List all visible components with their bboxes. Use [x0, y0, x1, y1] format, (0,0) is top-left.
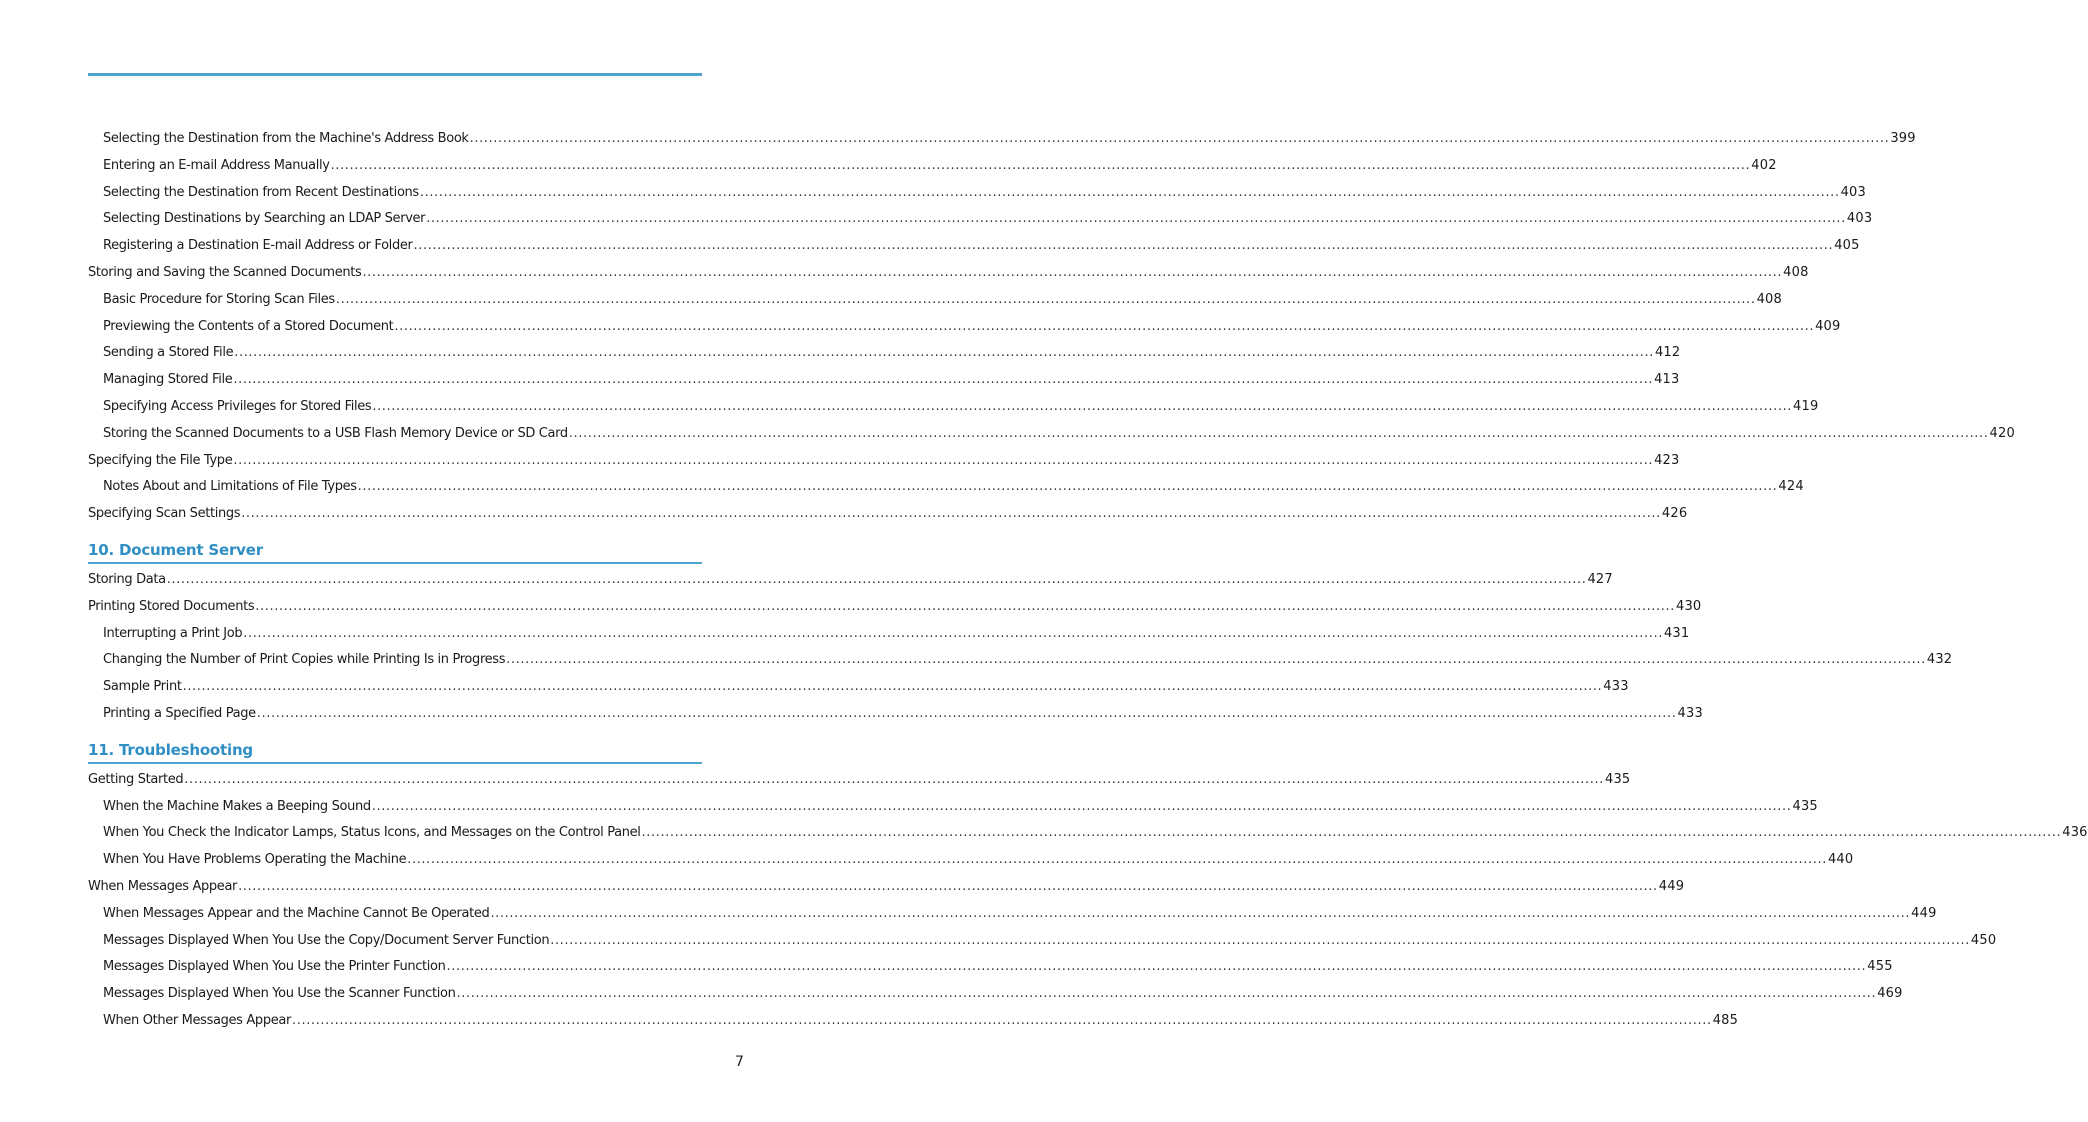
toc-entry-title: Entering an E-mail Address Manually — [103, 157, 330, 173]
toc-entry-page: 433 — [1677, 705, 1703, 721]
toc-entry[interactable] — [88, 345, 1681, 372]
toc-entry-title: When You Have Problems Operating the Machine — [103, 852, 407, 868]
toc-section-scanner-continued — [88, 131, 2015, 533]
dot-leader: ............................................................................................................................................................................................................................................................................................................ — [184, 771, 1604, 787]
toc-entry-page: 455 — [1867, 959, 1893, 975]
toc-entry-page: 423 — [1654, 452, 1680, 468]
toc-entry-title: Selecting the Destination from the Machine's Address Book — [103, 131, 469, 146]
dot-leader: ............................................................................................................................................................................................................................................................................................................ — [407, 852, 1827, 868]
toc-entry-title: Sending a Stored File — [103, 345, 234, 361]
toc-entry-title: Storing Data — [88, 571, 166, 587]
toc-entry[interactable] — [88, 652, 1953, 679]
toc-entry-title: Storing the Scanned Documents to a USB Flash Memory Device or SD Card — [103, 425, 568, 441]
toc-entry-title: Selecting the Destination from Recent Destinations — [103, 184, 419, 200]
dot-leader: ............................................................................................................................................................................................................................................................................................................ — [233, 372, 1654, 388]
dot-leader: ............................................................................................................................................................................................................................................................................................................ — [394, 318, 1815, 334]
toc-entry-title: Getting Started — [88, 771, 184, 787]
toc-entry[interactable] — [88, 184, 1866, 212]
toc-entry-page: 435 — [1792, 798, 1818, 814]
top-rule — [88, 73, 702, 76]
toc-entry[interactable] — [88, 705, 1703, 733]
dot-leader: ............................................................................................................................................................................................................................................................................................................ — [233, 452, 1654, 468]
toc-entry[interactable] — [88, 131, 1916, 158]
dot-leader: ............................................................................................................................................................................................................................................................................................................ — [357, 479, 1778, 495]
dot-leader: ............................................................................................................................................................................................................................................................................................................ — [234, 345, 1654, 361]
dot-leader: ............................................................................................................................................................................................................................................................................................................ — [256, 705, 1677, 721]
dot-leader: ............................................................................................................................................................................................................................................................................................................ — [419, 184, 1840, 200]
chapter-heading-document-server[interactable]: 10. Document Server — [88, 534, 702, 564]
toc-entry-page: 409 — [1815, 318, 1841, 334]
toc-entry[interactable] — [88, 318, 1841, 346]
toc-entry-title: Printing a Specified Page — [103, 705, 256, 721]
toc-entry[interactable] — [88, 959, 1893, 986]
dot-leader: ............................................................................................................................................................................................................................................................................................................ — [166, 571, 1587, 587]
toc-entry[interactable] — [88, 598, 1702, 626]
toc-entry-title: Registering a Destination E-mail Address or Folder — [103, 238, 413, 254]
toc-entry-title: Messages Displayed When You Use the Printer Function — [103, 959, 446, 975]
toc-entry-title: When You Check the Indicator Lamps, Status Icons, and Messages on the Control Panel — [103, 825, 641, 841]
toc-entry-page: 420 — [1989, 425, 2015, 441]
toc-entry-page: 427 — [1587, 571, 1613, 587]
toc-entry-page: 485 — [1712, 1012, 1739, 1028]
toc-entry-title: When Messages Appear and the Machine Cannot Be Operated — [103, 905, 490, 921]
toc-entry[interactable] — [88, 825, 2088, 852]
toc-entry-title: Specifying Scan Settings — [88, 506, 241, 522]
toc-entry[interactable] — [88, 625, 1690, 653]
table-of-contents — [88, 131, 2088, 1040]
toc-entry-page: 433 — [1603, 679, 1629, 695]
toc-entry-page: 436 — [2062, 825, 2088, 841]
toc-entry-page: 449 — [1658, 878, 1685, 894]
toc-entry-title: Specifying Access Privileges for Stored Files — [103, 398, 372, 414]
chapter-heading-troubleshooting[interactable]: 11. Troubleshooting — [88, 734, 702, 764]
toc-entry-page: 432 — [1926, 652, 1953, 668]
toc-entry-title: Storing and Saving the Scanned Documents — [88, 264, 362, 280]
toc-entry[interactable] — [88, 425, 2015, 453]
dot-leader: ............................................................................................................................................................................................................................................................................................................ — [641, 825, 2062, 841]
dot-leader: ............................................................................................................................................................................................................................................................................................................ — [446, 959, 1867, 975]
dot-leader: ............................................................................................................................................................................................................................................................................................................ — [362, 264, 1783, 280]
toc-section-document-server — [88, 571, 1953, 733]
toc-entry[interactable] — [88, 506, 1688, 533]
dot-leader: ............................................................................................................................................................................................................................................................................................................ — [335, 291, 1756, 307]
toc-entry[interactable] — [88, 372, 1680, 399]
toc-entry-title: Sample Print — [103, 679, 182, 695]
toc-entry-title: Basic Procedure for Storing Scan Files — [103, 291, 335, 307]
toc-entry[interactable] — [88, 932, 1997, 960]
toc-entry-title: Previewing the Contents of a Stored Document — [103, 318, 394, 334]
toc-entry[interactable] — [88, 986, 1903, 1013]
dot-leader: ............................................................................................................................................................................................................................................................................................................ — [426, 211, 1846, 227]
dot-leader: ............................................................................................................................................................................................................................................................................................................ — [469, 131, 1890, 146]
toc-entry-page: 399 — [1890, 131, 1916, 146]
page-number: 7 — [735, 1054, 744, 1070]
toc-entry[interactable] — [88, 878, 1685, 906]
toc-entry[interactable] — [88, 798, 1818, 826]
dot-leader: ............................................................................................................................................................................................................................................................................................................ — [330, 157, 1751, 173]
dot-leader: ............................................................................................................................................................................................................................................................................................................ — [243, 625, 1663, 641]
toc-entry[interactable] — [88, 398, 1819, 426]
toc-entry[interactable] — [88, 157, 1777, 185]
toc-entry[interactable] — [88, 479, 1804, 506]
toc-entry[interactable] — [88, 905, 1937, 933]
toc-entry-title: Messages Displayed When You Use the Scanner Function — [103, 986, 456, 1002]
toc-entry[interactable] — [88, 1012, 1739, 1040]
toc-entry-page: 403 — [1846, 211, 1873, 227]
toc-entry-page: 424 — [1778, 479, 1804, 495]
toc-entry-page: 435 — [1604, 771, 1631, 787]
toc-entry-title: Notes About and Limitations of File Types — [103, 479, 357, 495]
toc-entry-title: Messages Displayed When You Use the Copy/Document Server Function — [103, 932, 550, 948]
toc-entry-page: 405 — [1834, 238, 1860, 254]
toc-entry-title: Interrupting a Print Job — [103, 625, 243, 641]
toc-entry-page: 469 — [1877, 986, 1903, 1002]
dot-leader: ............................................................................................................................................................................................................................................................................................................ — [456, 986, 1877, 1002]
toc-entry-title: Selecting Destinations by Searching an LDAP Server — [103, 211, 426, 227]
toc-entry[interactable] — [88, 264, 1809, 292]
toc-entry-title: When the Machine Makes a Beeping Sound — [103, 798, 371, 814]
dot-leader: ............................................................................................................................................................................................................................................................................................................ — [238, 878, 1658, 894]
dot-leader: ............................................................................................................................................................................................................................................................................................................ — [550, 932, 1970, 948]
dot-leader: ............................................................................................................................................................................................................................................................................................................ — [413, 238, 1834, 254]
toc-entry-title: Printing Stored Documents — [88, 598, 255, 614]
dot-leader: ............................................................................................................................................................................................................................................................................................................ — [371, 798, 1792, 814]
dot-leader: ............................................................................................................................................................................................................................................................................................................ — [255, 598, 1675, 614]
toc-entry-page: 440 — [1827, 852, 1854, 868]
toc-entry[interactable] — [88, 238, 1860, 265]
toc-entry[interactable] — [88, 211, 1873, 238]
dot-leader: ............................................................................................................................................................................................................................................................................................................ — [506, 652, 1926, 668]
toc-entry-page: 430 — [1675, 598, 1702, 614]
toc-entry-page: 402 — [1751, 157, 1777, 173]
toc-entry-title: When Messages Appear — [88, 878, 238, 894]
dot-leader: ............................................................................................................................................................................................................................................................................................................ — [241, 506, 1661, 522]
dot-leader: ............................................................................................................................................................................................................................................................................................................ — [490, 905, 1911, 921]
toc-entry-page: 408 — [1783, 264, 1809, 280]
toc-entry-title: Managing Stored File — [103, 372, 233, 388]
dot-leader: ............................................................................................................................................................................................................................................................................................................ — [182, 679, 1603, 695]
toc-entry-page: 412 — [1654, 345, 1681, 361]
toc-section-troubleshooting — [88, 771, 2088, 1040]
toc-entry-page: 408 — [1756, 291, 1782, 307]
toc-entry[interactable] — [88, 291, 1782, 319]
toc-entry[interactable] — [88, 679, 1629, 706]
toc-entry-page: 450 — [1970, 932, 1997, 948]
toc-entry-title: Specifying the File Type — [88, 452, 233, 468]
toc-entry[interactable] — [88, 852, 1854, 879]
toc-entry-title: When Other Messages Appear — [103, 1012, 291, 1028]
toc-entry-page: 403 — [1840, 184, 1866, 200]
toc-entry-page: 426 — [1661, 506, 1688, 522]
toc-entry[interactable] — [88, 452, 1680, 480]
toc-entry-page: 449 — [1911, 905, 1937, 921]
dot-leader: ............................................................................................................................................................................................................................................................................................................ — [568, 425, 1989, 441]
toc-entry-page: 419 — [1793, 398, 1819, 414]
dot-leader: ............................................................................................................................................................................................................................................................................................................ — [292, 1012, 1712, 1028]
toc-entry-title: Changing the Number of Print Copies while Printing Is in Progress — [103, 652, 506, 668]
toc-entry[interactable] — [88, 771, 1631, 799]
dot-leader: ............................................................................................................................................................................................................................................................................................................ — [372, 398, 1793, 414]
toc-entry-page: 413 — [1654, 372, 1680, 388]
toc-entry-page: 431 — [1663, 625, 1690, 641]
toc-entry[interactable] — [88, 571, 1613, 599]
